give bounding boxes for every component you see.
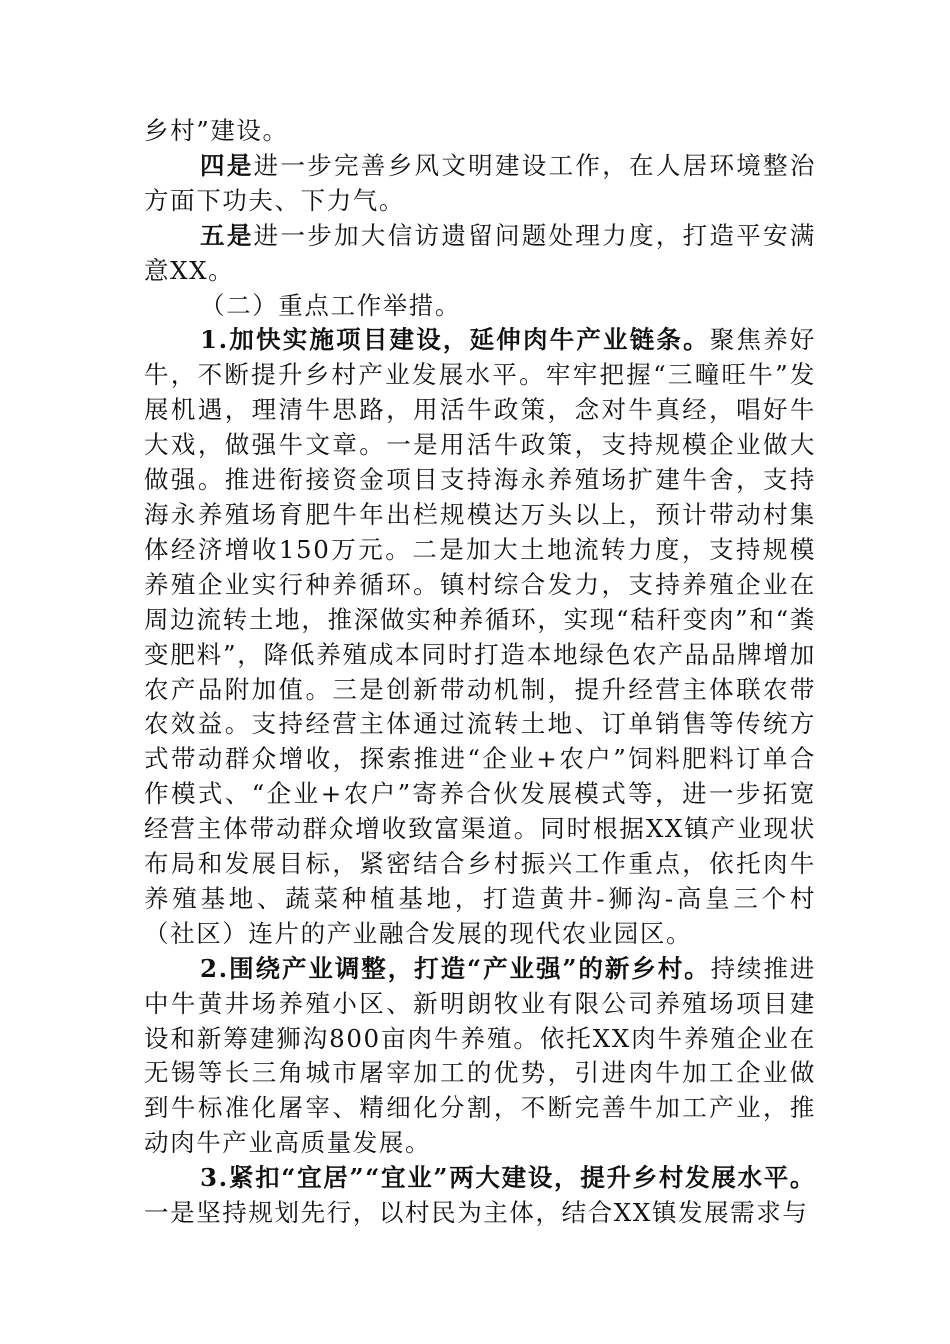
paragraph-text: 进一步完善乡风文明建设工作，在人居环境整治方面下功夫、下力气。 bbox=[144, 150, 816, 215]
paragraph-measure-two bbox=[144, 952, 816, 1161]
paragraph-text: 聚焦养好牛，不断提升乡村产业发展水平。牢牢把握“三疃旺牛”发展机遇，理清牛思路，用活牛政策，念对牛真经，唱好牛大戏，做强牛文章。一是用活牛政策，支持规模企业做大做强。推进衔接资金项目支持海永养殖场扩建牛舍，支持海永养殖场育肥牛年出栏规模达万头以上，预计带动村集体经济增收150万元。二是加大土地流转力度，支持规模养殖企业实行种养循环。镇村综合发力，支持养殖企业在周边流转土地，推深做实种养循环，实现“秸秆变肉”和“粪变肥料”，降低养殖成本同时打造本地绿色农产品品牌增加农产品附加值。三是创新带动机制，提升经营主体联农带农效益。支持经营主体通过流转土地、订单销售等传统方式带动群众增收，探索推进“企业+农户”饲料肥料订单合作模式、“企业+农户”寄养合伙发展模式等，进一步拓宽经营主体带动群众增收致富渠道。同时根据XX镇产业现状布局和发展目标，紧密结合乡村振兴工作重点，依托肉牛养殖基地、蔬菜种植基地，打造黄井-狮沟-高皇三个村（社区）连片的产业融合发展的现代农业园区。 bbox=[144, 325, 817, 948]
paragraph-point-five bbox=[144, 219, 816, 289]
section-heading bbox=[144, 289, 816, 324]
paragraph-measure-one bbox=[144, 323, 816, 951]
heading-text: （二）重点工作举措。 bbox=[200, 290, 461, 320]
paragraph-text: 乡村”建设。 bbox=[144, 116, 289, 145]
paragraph-point-four bbox=[144, 149, 816, 219]
document-body bbox=[144, 114, 816, 1231]
paragraph-lead: 1.加快实施项目建设，延伸肉牛产业链条。 bbox=[200, 325, 710, 355]
paragraph-lead: 五是 bbox=[200, 220, 254, 250]
paragraph-lead: 3.紧扣“宜居”“宜业”两大建设，提升乡村发展水平。 bbox=[200, 1163, 816, 1193]
paragraph-text: 持续推进中牛黄井场养殖小区、新明朗牧业有限公司养殖场项目建设和新筹建狮沟800亩肉牛养殖。依托XX肉牛养殖企业在无锡等长三角城市屠宰加工的优势，引进肉牛加工企业做到牛标准化屠宰、精细化分割，不断完善牛加工产业，推动肉牛产业高质量发展。 bbox=[144, 953, 817, 1158]
paragraph-text: 一是坚持规划先行，以村民为主体，结合XX镇发展需求与 bbox=[144, 1198, 809, 1228]
paragraph-lead: 四是 bbox=[200, 150, 254, 180]
paragraph-continuation bbox=[144, 114, 816, 149]
paragraph-lead: 2.围绕产业调整，打造“产业强”的新乡村。 bbox=[200, 953, 711, 983]
paragraph-text: 进一步加大信访遗留问题处理力度，打造平安满意XX。 bbox=[144, 220, 816, 285]
paragraph-measure-three bbox=[144, 1161, 816, 1231]
